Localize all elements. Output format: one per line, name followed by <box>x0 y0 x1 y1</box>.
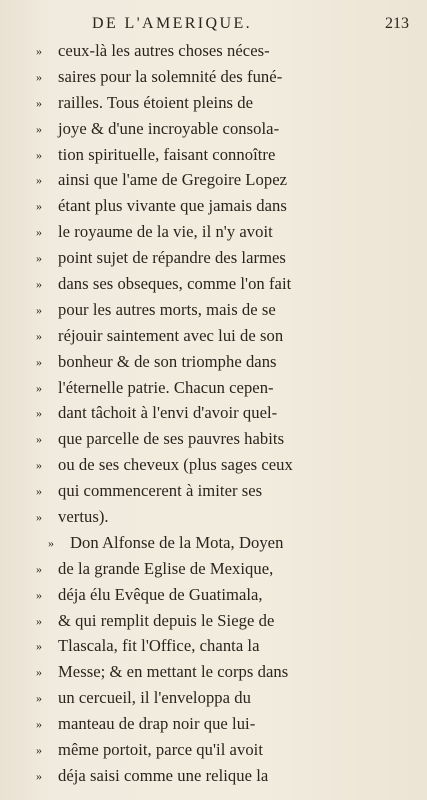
quote-marker: » <box>36 302 43 317</box>
text-line <box>36 167 393 193</box>
quote-marker: » <box>36 691 43 706</box>
text-line <box>36 608 393 634</box>
quote-marker: » <box>36 225 43 240</box>
text-line <box>36 349 393 375</box>
quote-marker: » <box>36 587 43 602</box>
text-line <box>36 116 393 142</box>
page-header <box>40 12 409 36</box>
text-line <box>36 711 393 737</box>
line-text: qui commencerent à imiter ses <box>58 481 263 501</box>
text-line <box>36 426 393 452</box>
quote-marker: » <box>36 743 43 758</box>
text-line <box>36 271 393 297</box>
line-text: Messe; & en mettant le corps dans <box>58 662 289 682</box>
text-line <box>36 556 393 582</box>
text-line <box>36 64 393 90</box>
line-text: ainsi que l'ame de Gregoire Lopez <box>58 170 288 190</box>
text-line <box>36 737 393 763</box>
line-text: un cercueil, il l'enveloppa du <box>58 688 251 708</box>
text-line <box>36 90 393 116</box>
text-line <box>36 375 393 401</box>
body-text <box>36 38 393 789</box>
text-line <box>36 38 393 64</box>
quote-marker: » <box>36 121 43 136</box>
quote-marker: » <box>36 665 43 680</box>
quote-marker: » <box>36 561 43 576</box>
line-text: manteau de drap noir que lui- <box>58 714 256 734</box>
quote-marker: » <box>36 639 43 654</box>
line-text: dans ses obseques, comme l'on fait <box>58 274 292 294</box>
line-text: saires pour la solemnité des funé- <box>58 66 283 86</box>
text-line <box>36 323 393 349</box>
quote-marker: » <box>36 458 43 473</box>
quote-marker: » <box>36 147 43 162</box>
quote-marker: » <box>36 251 43 266</box>
quote-marker: » <box>36 432 43 447</box>
line-text: le royaume de la vie, il n'y avoit <box>58 222 273 242</box>
line-text: tion spirituelle, faisant connoître <box>58 144 276 164</box>
line-text: bonheur & de son triomphe dans <box>58 351 277 371</box>
quote-marker: » <box>36 717 43 732</box>
line-text: joye & d'une incroyable consola- <box>58 118 280 138</box>
quote-marker: » <box>36 199 43 214</box>
running-head: DE L'AMERIQUE. <box>92 15 253 32</box>
line-text: l'éternelle patrie. Chacun cepen- <box>58 377 274 397</box>
quote-marker: » <box>48 535 55 550</box>
quote-marker: » <box>36 277 43 292</box>
line-text: railles. Tous étoient pleins de <box>58 92 254 112</box>
text-line <box>36 763 393 789</box>
line-text: déja élu Evêque de Guatimala, <box>58 584 263 604</box>
line-text: réjouir saintement avec lui de son <box>58 325 284 345</box>
text-line <box>36 400 393 426</box>
text-line <box>36 193 393 219</box>
text-line <box>36 633 393 659</box>
quote-marker: » <box>36 613 43 628</box>
text-line <box>36 452 393 478</box>
quote-marker: » <box>36 44 43 58</box>
text-line <box>36 478 393 504</box>
quote-marker: » <box>36 380 43 395</box>
text-line <box>36 685 393 711</box>
line-text: pour les autres morts, mais de se <box>58 299 276 319</box>
line-text: étant plus vivante que jamais dans <box>58 196 287 216</box>
line-text: point sujet de répandre des larmes <box>58 248 286 268</box>
line-text: déja saisi comme une relique la <box>58 765 269 785</box>
quote-marker: » <box>36 406 43 421</box>
quote-marker: » <box>36 95 43 110</box>
line-text: Tlascala, fit l'Office, chanta la <box>58 636 260 656</box>
line-text: Don Alfonse de la Mota, Doyen <box>70 532 284 552</box>
line-text: ceux-là les autres choses néces- <box>58 41 270 60</box>
line-text: vertus). <box>58 507 109 527</box>
text-line <box>36 142 393 168</box>
text-line <box>36 504 393 530</box>
quote-marker: » <box>36 328 43 343</box>
quote-marker: » <box>36 354 43 369</box>
quote-marker: » <box>36 173 43 188</box>
line-text: ou de ses cheveux (plus sages ceux <box>58 455 293 475</box>
quote-marker: » <box>36 69 43 84</box>
text-line <box>36 530 393 556</box>
page-number: 213 <box>385 15 409 32</box>
quote-marker: » <box>36 484 43 499</box>
quote-marker: » <box>36 768 43 783</box>
line-text: de la grande Eglise de Mexique, <box>58 558 274 578</box>
text-line <box>36 297 393 323</box>
text-line <box>36 582 393 608</box>
line-text: même portoit, parce qu'il avoit <box>58 740 263 760</box>
text-line <box>36 245 393 271</box>
text-line <box>36 659 393 685</box>
line-text: dant tâchoit à l'envi d'avoir quel- <box>58 403 278 423</box>
line-text: que parcelle de ses pauvres habits <box>58 429 285 449</box>
line-text: & qui remplit depuis le Siege de <box>58 610 275 630</box>
text-line <box>36 219 393 245</box>
quote-marker: » <box>36 510 43 525</box>
